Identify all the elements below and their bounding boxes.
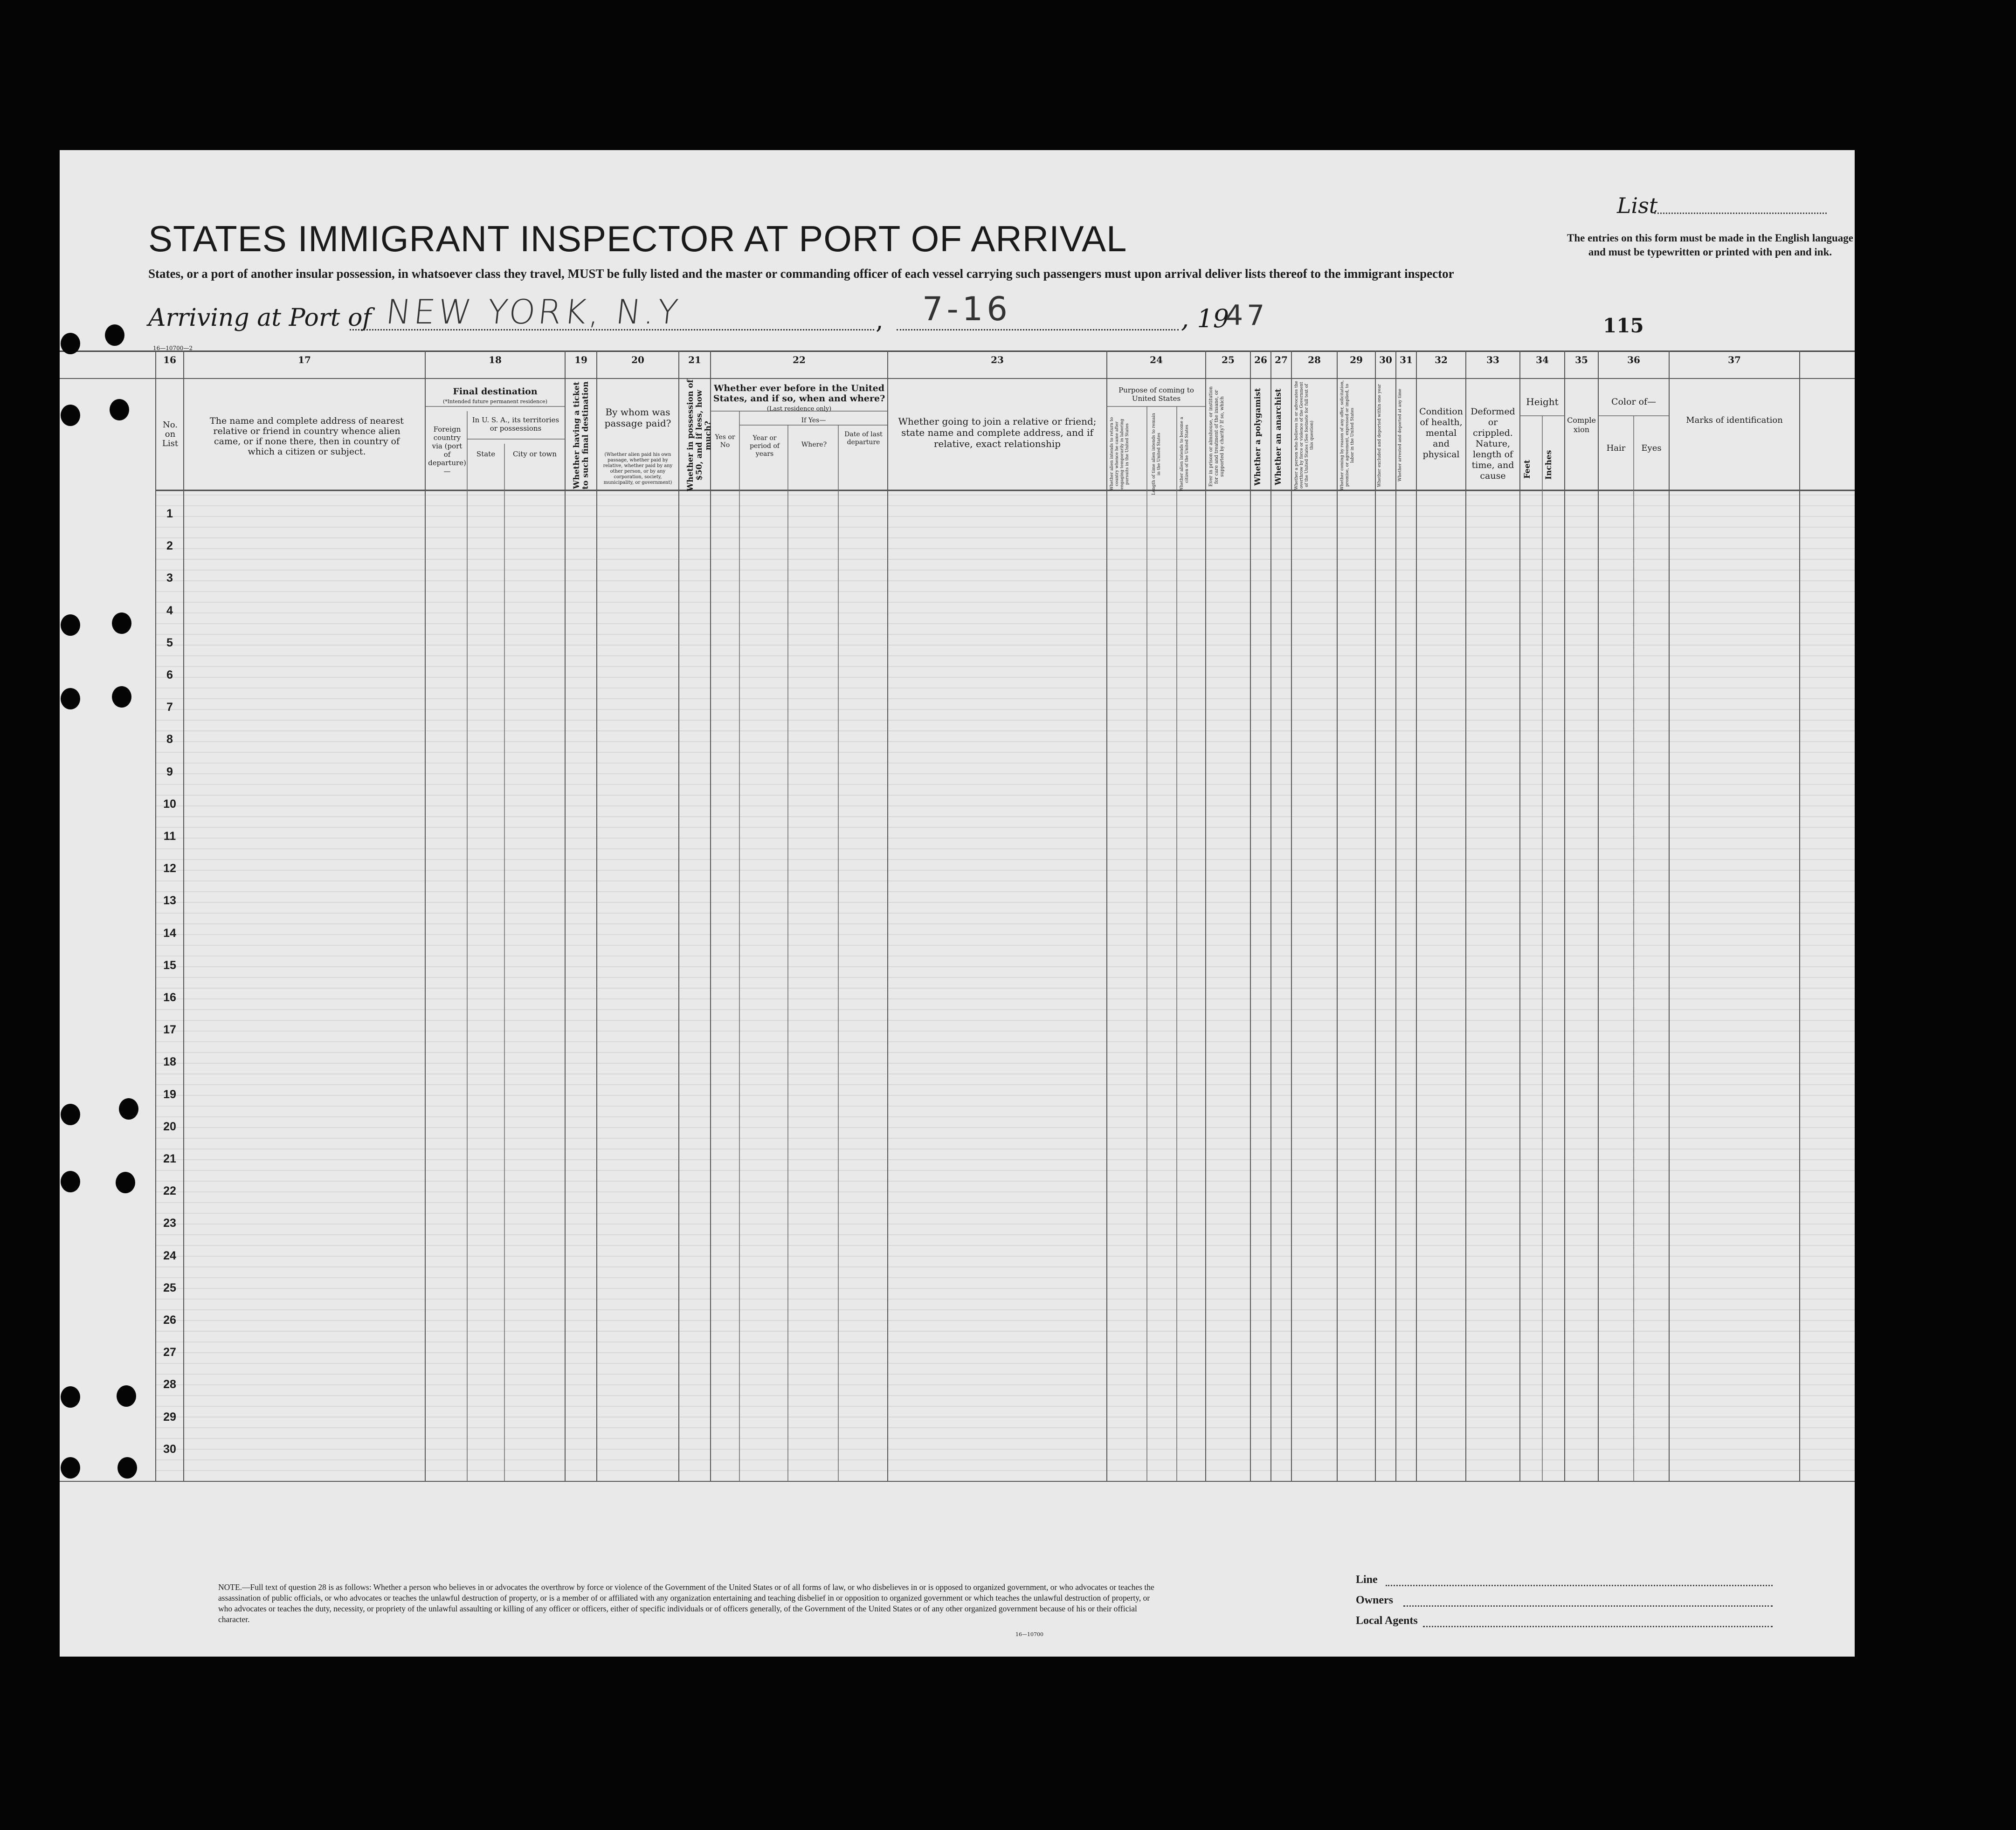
- col-24c-header: Whether alien intends to become a citizen of the United States: [1180, 417, 1189, 491]
- row-number: 26: [163, 1314, 176, 1327]
- row-number: 12: [163, 862, 176, 875]
- col-18-city-header: City or town: [512, 450, 557, 458]
- row-number: 15: [163, 958, 176, 972]
- year-prefix: 19: [1197, 304, 1229, 333]
- col-22-ifyes-header: If Yes—: [801, 417, 826, 424]
- line-field[interactable]: [1386, 1585, 1773, 1586]
- punch-hole: [112, 612, 131, 634]
- col-20-header: By whom was passage paid?: [604, 406, 671, 429]
- punch-hole: [116, 1172, 135, 1193]
- row-number: 4: [166, 604, 173, 617]
- punch-hole: [105, 324, 124, 346]
- col-24-header: Purpose of coming to United States: [1118, 386, 1194, 403]
- row-number: 5: [166, 636, 173, 649]
- col-27-header: Whether an anarchist: [1274, 388, 1283, 485]
- row-number: 3: [166, 571, 173, 585]
- row-number: 16: [163, 991, 176, 1004]
- list-number-field[interactable]: [1654, 213, 1827, 214]
- col-33-header: Deformed or crippled. Nature, length of time, and cause: [1471, 406, 1515, 481]
- col-33-number: 33: [1486, 354, 1499, 365]
- arriving-port-label: Arriving at Port of: [148, 304, 372, 332]
- col-19-number: 19: [574, 354, 587, 365]
- punch-hole: [119, 1098, 138, 1120]
- form-number: 16—10700—2: [153, 345, 193, 351]
- form-subtitle: States, or a port of another insular possession, in whatsoever class they travel, MUST be fully listed and the master or commanding officer of each vessel carrying such passengers must upon arrival deliver lists thereof to the immigrant inspector: [148, 267, 1454, 281]
- row-number: 14: [163, 926, 176, 940]
- row-number: 7: [166, 701, 173, 714]
- col-34-feet-header: Feet: [1523, 460, 1532, 479]
- form-instructions: The entries on this form must be made in the English language and must be typewritten or printed with pen and ink.: [1567, 232, 1853, 258]
- row-number: 28: [163, 1378, 176, 1391]
- col-21-header: Whether in possession of $50, and if less, how much?: [686, 379, 713, 491]
- punch-hole: [117, 1385, 136, 1407]
- punch-hole: [61, 333, 80, 354]
- row-number: 10: [163, 797, 176, 811]
- col-28-number: 28: [1308, 354, 1321, 365]
- form-title: STATES IMMIGRANT INSPECTOR AT PORT OF ARRIVAL: [148, 218, 1127, 259]
- col-35-header: Complexion: [1567, 416, 1596, 434]
- col-22-number: 22: [793, 354, 806, 365]
- col-30-header: Whether excluded and deported within one year: [1377, 384, 1382, 487]
- punch-hole: [61, 688, 80, 709]
- comma-separator: ,: [876, 307, 884, 335]
- row-number: 2: [166, 539, 173, 553]
- col-20-number: 20: [631, 354, 644, 365]
- row-number: 6: [166, 668, 173, 681]
- col-28-header: Whether a person who believes in or advocates the overthrow by force or violence of the Government of the United States (See footnote for full text of this question): [1294, 381, 1314, 490]
- col-29-number: 29: [1350, 354, 1363, 365]
- col-22-subheader: (Last residence only): [766, 406, 832, 413]
- col-17-number: 17: [298, 354, 311, 365]
- manifest-sheet: [60, 150, 1855, 1657]
- punch-hole: [61, 614, 80, 636]
- punch-hole: [61, 1457, 80, 1479]
- line-label: Line: [1356, 1574, 1378, 1586]
- row-number: 27: [163, 1346, 176, 1359]
- punch-hole: [112, 686, 131, 708]
- owners-label: Owners: [1356, 1594, 1393, 1606]
- row-number: 13: [163, 894, 176, 908]
- col-23-number: 23: [991, 354, 1004, 365]
- col-18-subheader: (*Intended future permanent residence): [442, 399, 548, 405]
- col-18-state-header: State: [476, 450, 496, 458]
- col-29-header: Whether coming by reason of any offer, solicitation, promise, or agreement, expressed or implied, to labor in the United States: [1340, 380, 1355, 491]
- punch-hole: [117, 1457, 137, 1479]
- year-handwritten: 47: [1225, 299, 1269, 332]
- col-26-number: 26: [1254, 354, 1267, 365]
- col-30-number: 30: [1379, 354, 1392, 365]
- port-handwritten: NEW YORK, N.Y: [384, 292, 683, 331]
- col-18-foreign-header: Foreign country via (port of departure)—: [428, 425, 466, 475]
- col-19-header: Whether having a ticket to such final destination: [572, 381, 590, 489]
- col-35-number: 35: [1575, 354, 1588, 365]
- row-number: 20: [163, 1120, 176, 1133]
- list-label: List: [1617, 193, 1658, 218]
- col-24a-header: Whether alien intends to return to country whence he came after engaging temporarily in laboring pursuits in the United States: [1110, 417, 1130, 491]
- punch-hole: [110, 399, 129, 420]
- col-31-header: Whether arrested and deported at any time: [1398, 389, 1402, 482]
- punch-hole: [61, 1386, 80, 1408]
- col-25-header: Ever in prison or almshouse, or institution for care and treatment of the insane, or supported by charity? If so, which: [1208, 386, 1225, 487]
- col-36-header: Color of—: [1611, 397, 1657, 407]
- col-34-inches-header: Inches: [1544, 450, 1553, 480]
- owners-field[interactable]: [1403, 1605, 1773, 1607]
- col-18-header: Final destination: [453, 386, 538, 397]
- row-number: 25: [163, 1281, 176, 1294]
- footnote-question-28: NOTE.—Full text of question 28 is as follows: Whether a person who believes in or advocates the overthrow by force or violence of the Government of the United States or of all forms of law, or who disbelieves in or is opposed to organized government, or who advocates or teaches the assassination of public officials, or who advocates or teaches the unlawful destruction of property, or is a member of or affiliated with any organization entertaining and teaching disbelief in or opposition to organized government or which teaches the unlawful destruction of property, or who advocates or teaches the duty, necessity, or propriety of the unlawful assaulting or killing of any officer or officers, either of specific individuals or of officers generally, of the Government of the United States or of any other organized government because of his or their official character.: [218, 1582, 1154, 1624]
- punch-hole: [61, 405, 80, 426]
- col-22-year-header: Year or period of years: [750, 434, 780, 458]
- row-number: 21: [163, 1152, 176, 1165]
- row-number: 22: [163, 1184, 176, 1198]
- row-number: 9: [166, 765, 173, 778]
- row-number: 11: [163, 830, 176, 843]
- col-17-header: The name and complete address of nearest relative or friend in country whence alien came, or if none there, then in country of which a citizen or subject.: [210, 416, 404, 457]
- row-number: 17: [163, 1023, 176, 1037]
- col-27-number: 27: [1275, 354, 1288, 365]
- col-18-number: 18: [489, 354, 502, 365]
- year-printed: , 19: [1181, 304, 1229, 333]
- table-grid-lines: [60, 351, 1855, 1684]
- local-agents-label: Local Agents: [1356, 1615, 1418, 1627]
- col-31-number: 31: [1400, 354, 1413, 365]
- row-number: 30: [163, 1442, 176, 1456]
- col-24b-header: Length of time alien intends to remain in the United States: [1152, 413, 1161, 495]
- row-number: 1: [166, 507, 173, 520]
- col-22-yesno-header: Yes or No: [715, 433, 735, 449]
- col-22-where-header: Where?: [801, 441, 827, 448]
- col-32-header: Condition of health, mental and physical: [1419, 406, 1463, 460]
- col-36-hair-header: Hair: [1606, 443, 1626, 453]
- col-16-header: No. on List: [162, 420, 179, 448]
- col-26-header: Whether a polygamist: [1253, 388, 1263, 486]
- col-18-usa-header: In U. S. A., its territories or possessions: [472, 416, 559, 433]
- punch-hole: [61, 1104, 80, 1125]
- col-22-header: Whether ever before in the United States, and if so, when and where?: [713, 383, 885, 404]
- row-number: 24: [163, 1249, 176, 1262]
- col-16-number: 16: [163, 354, 176, 365]
- col-20-subheader: (Whether alien paid his own passage, whether paid by relative, whether paid by any other person, or by any corporation, society, municipality, or government): [603, 452, 673, 485]
- col-23-header: Whether going to join a relative or friend; state name and complete address, and if relative, exact relationship: [898, 416, 1097, 449]
- col-36-eyes-header: Eyes: [1641, 443, 1662, 453]
- page-number: 115: [1603, 314, 1644, 337]
- local-agents-field[interactable]: [1423, 1626, 1773, 1627]
- row-number: 29: [163, 1410, 176, 1424]
- col-36-number: 36: [1627, 354, 1640, 365]
- col-37-number: 37: [1728, 354, 1741, 365]
- date-field[interactable]: [897, 329, 1179, 330]
- col-32-number: 32: [1435, 354, 1448, 365]
- col-24-number: 24: [1150, 354, 1163, 365]
- col-34-number: 34: [1536, 354, 1549, 365]
- punch-hole: [61, 1171, 80, 1192]
- footer-form-number: 16—10700: [1015, 1631, 1043, 1637]
- row-number: 23: [163, 1217, 176, 1230]
- row-number: 18: [163, 1055, 176, 1069]
- col-34-header: Height: [1526, 396, 1559, 407]
- col-37-header: Marks of identification: [1686, 415, 1783, 425]
- row-number: 8: [166, 733, 173, 746]
- col-25-number: 25: [1222, 354, 1235, 365]
- col-22-date-header: Date of last departure: [844, 431, 883, 446]
- date-handwritten: 7-16: [922, 290, 1011, 328]
- col-21-number: 21: [688, 354, 701, 365]
- row-number: 19: [163, 1087, 176, 1101]
